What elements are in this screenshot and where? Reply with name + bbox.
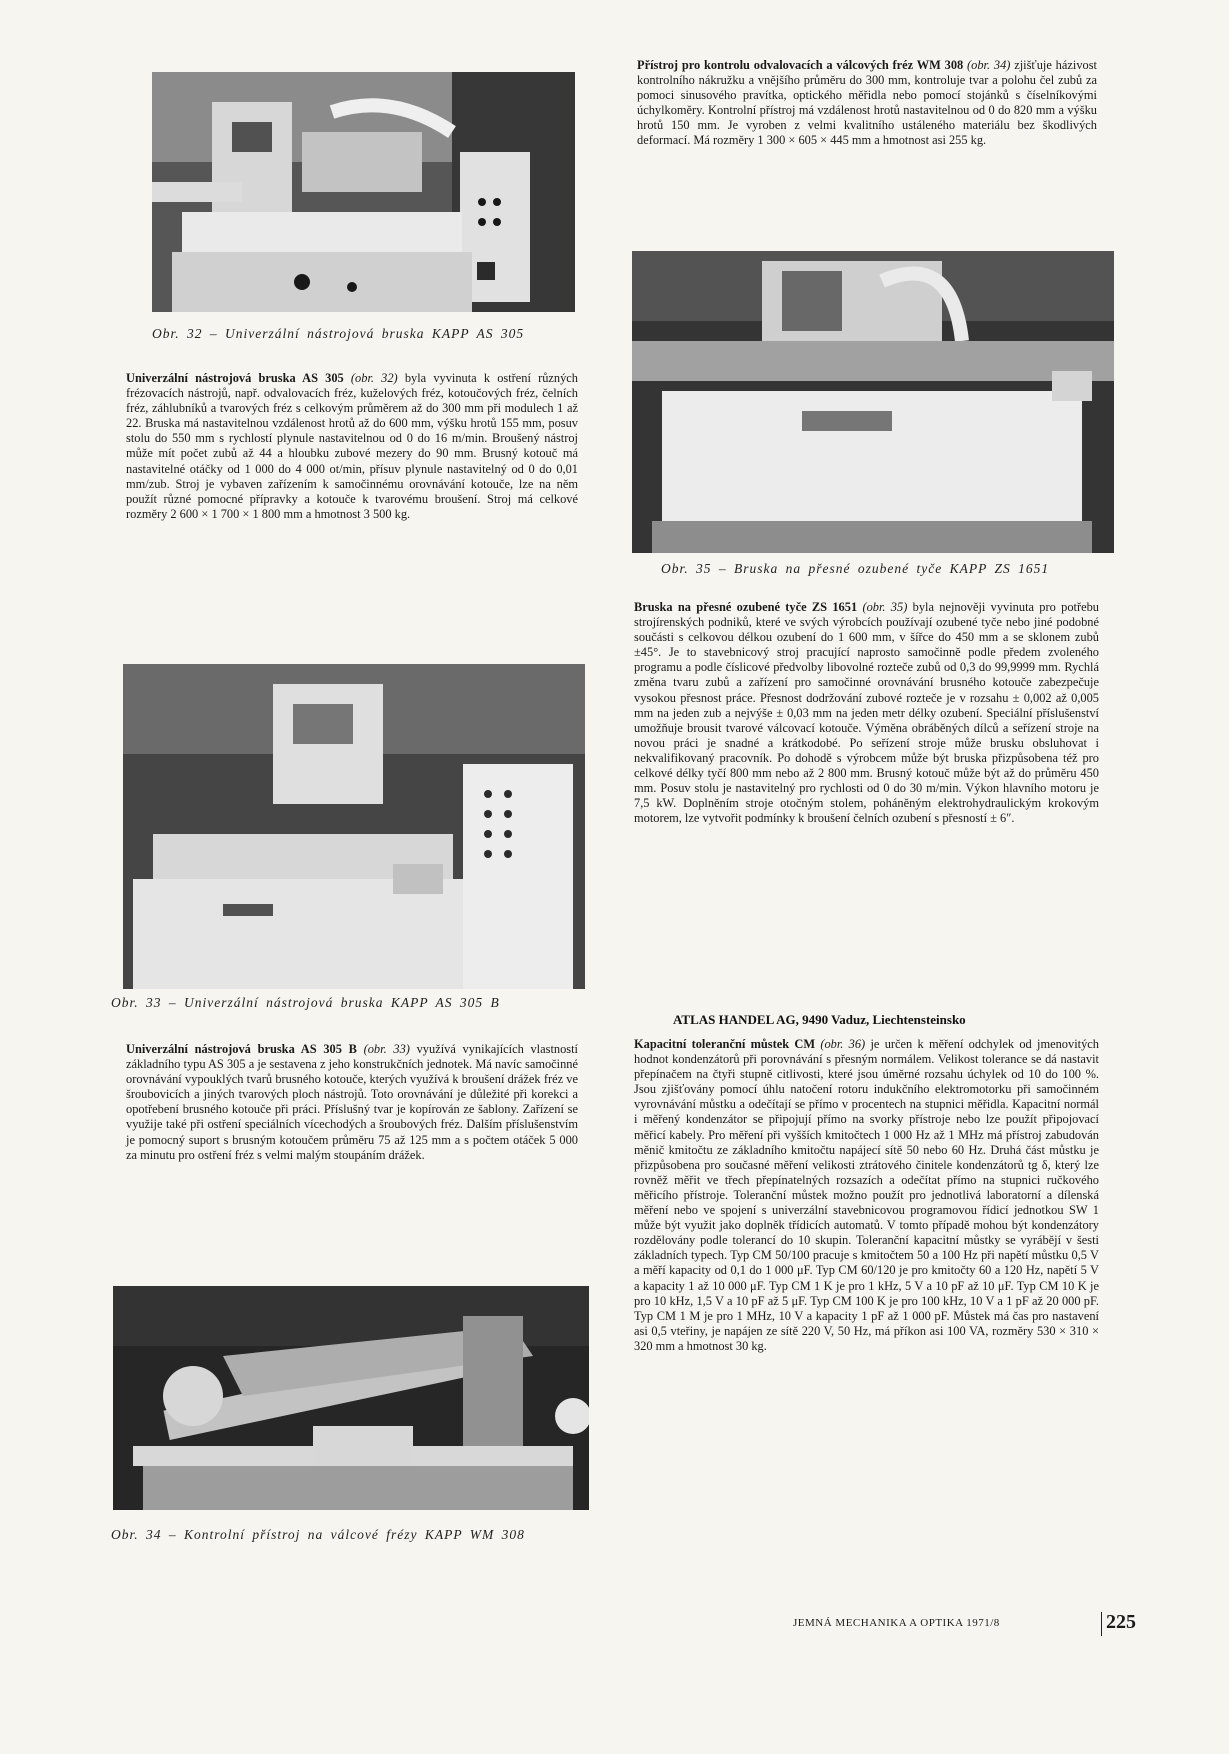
- paragraph-zs1651: [634, 600, 1099, 826]
- figure-33-caption: Obr. 33 – Univerzální nástrojová bruska KAPP AS 305 B: [111, 995, 500, 1010]
- figure-35-caption: Obr. 35 – Bruska na přesné ozubené tyče KAPP ZS 1651: [661, 561, 1050, 576]
- figure-32-caption: Obr. 32 – Univerzální nástrojová bruska KAPP AS 305: [152, 326, 525, 341]
- paragraph-as305: [126, 371, 578, 522]
- paragraph-zs1651-body: byla nejnověji vyvinuta pro potřebu strojírenských podniků, které ve svých výrobcích používají ozubené tyče nebo jiné podobné součásti s celkovou délkou ozubení do 1 600 mm, v šířce do 450 mm a se sklonem zubů ±45°. Je to stavebnicový stroj pracující naprosto samočinně podle předem zvoleného programu a podle číslicové předvolby libovolné rozteče zubů od 0,3 do 99,9999 mm. Rychlá změna tvaru zubů a zařízení pro samočinné orovnávání brusného kotouče zabezpečuje vysokou přesnost práce. Přesnost dodržování zubové rozteče je v rozsahu ± 0,002 až 0,005 mm na jeden zub a nejvýše ± 0,03 mm na jeden metr délky ozubení. Speciální příslušenství umožňuje brousit tvarové válcovací kotouče. Výměna obráběných dílců a seřízení stroje na novou práci je snadné a krátkodobé. Po seřízení stroje může brusku obsluhovat i nekvalifikovaný pracovník. Po dohodě s výrobcem může být bruska přizpůsobena též pro celkové délky tyčí 800 mm nebo až 2 800 mm. Brusný kotouč může být až do průměru 450 mm. Posuv stolu je nastavitelný pro rychlosti od 0 do 30 m/min. Výkon hlavního motoru je 7,5 kW. Doplněním stroje otočným stolem, poháněným elektrohydraulickým krokovým motorem, lze vytvořit podmínky k broušení čelních ozubení s přesností ± 6″.: [634, 600, 1099, 826]
- footer-page-number: 225: [1106, 1611, 1136, 1633]
- paragraph-wm308-lead: Přístroj pro kontrolu odvalovacích a válcových fréz WM 308: [637, 58, 964, 72]
- figure-34-photo: [113, 1286, 589, 1510]
- paragraph-wm308: [637, 58, 1097, 149]
- paragraph-wm308-ref: (obr. 34): [967, 58, 1011, 72]
- paragraph-zs1651-lead: Bruska na přesné ozubené tyče ZS 1651: [634, 600, 858, 614]
- figure-34-caption: Obr. 34 – Kontrolní přístroj na válcové frézy KAPP WM 308: [111, 1527, 525, 1542]
- paragraph-zs1651-ref: (obr. 35): [862, 600, 908, 614]
- paragraph-cm-ref: (obr. 36): [820, 1037, 866, 1051]
- footer-journal: JEMNÁ MECHANIKA A OPTIKA 1971/8: [793, 1617, 1000, 1629]
- paragraph-as305b-ref: (obr. 33): [363, 1042, 410, 1056]
- paragraph-as305b-body: využívá vynikajících vlastností základního typu AS 305 a je sestavena z jeho konstrukčních jednotek. Má navíc samočinné orovnávání vypouklých tvarů brusného kotouče, kterých využívá k broušení drážek fréz ve šroubovicích a jiných tvarových ploch nástrojů. Toto orovnávání je důležité při korekci a opotřebení brusného kotouče při práci. Příslušný tvar je kopírován ze šablony. Zařízení se využije také při ostření speciálních vícechodých a šroubových fréz. Dalším příslušenstvím je pomocný suport s brusným kotoučem průměru 75 až 125 mm a s počtem otáček 5 000 za minutu pro ostření fréz s velmi malým stoupáním drážek.: [126, 1042, 578, 1162]
- figure-33-photo: [123, 664, 585, 989]
- paragraph-as305-lead: Univerzální nástrojová bruska AS 305: [126, 371, 344, 385]
- paragraph-cm-lead: Kapacitní toleranční můstek CM: [634, 1037, 816, 1051]
- paragraph-cm-body: je určen k měření odchylek od jmenovitých hodnot kondenzátorů při porovnávání s přesným normálem. Velikost tolerance se dá nastavit přepínačem na čtyři stupně citlivosti, které jsou úměrné rozsahu úchylek od 10 do 100 %. Jsou zjišťovány pomocí úhlu natočení rotoru indukčního elektromotorku při samočinném vyrovnávání můstku a odečítají se přímo v procentech na stupnici měřidla. Kapacitní normál i měřený kondenzátor se připojují přímo na svorky přístroje nebo lze použít připojovací měřicí kabely. Pro měření při vyšších kmitočtech 1 000 Hz až 1 MHz má přístroj zabudován měnič kmitočtu ze základního kmitočtu napájecí sítě 50 nebo 60 Hz. Druhá část můstku je přizpůsobena pro současné měření velikosti ztrátového činitele kondenzátorů tg δ, který lze rovněž měřit ve třech přepínatelných rozsazích a odečítat přímo na stupnici ručkového měřicího přístroje. Toleranční můstek možno použít pro jednotlivá laboratorní a dílenská měření nebo ve spojení s univerzální stavebnicovou programovou řídicí jednotkou SW 1 může být využit jako doplněk třídicích automatů. V tomto případě mohou být kondenzátory rozdělovány podle tolerancí do 10 skupin. Toleranční kapacitní můstky se vyrábějí v šesti základních typech. Typ CM 50/100 pracuje s kmitočtem 50 a 100 Hz při napětí můstku 0,5 V a měří kapacity od 0,1 do 1 000 μF. Typ CM 60/120 je pro kmitočty 60 a 120 Hz, napětí 5 V a kapacity 1 až 10 000 μF. Typ CM 1 K je pro 1 kHz, 5 V a 10 pF až 10 μF. Typ CM 10 K je pro 10 kHz, 1,5 V a 10 pF až 5 μF. Typ CM 100 K je pro 100 kHz, 10 V a 1 pF až 20 000 pF. Typ CM 1 M je pro 1 MHz, 10 V a kapacity 1 pF až 1 000 pF. Můstek má čas pro nastavení asi 0,5 vteřiny, je napájen ze sítě 220 V, 50 Hz, má příkon asi 100 VA, rozměry 530 × 310 × 320 mm a hmotnost 30 kg.: [634, 1037, 1099, 1353]
- figure-35-photo: [632, 251, 1114, 553]
- paragraph-as305b-lead: Univerzální nástrojová bruska AS 305 B: [126, 1042, 357, 1056]
- paragraph-wm308-body: zjišťuje házivost kontrolního nákružku a vnějšího průměru do 300 mm, kontroluje tvar a polohu čel zubů za pomoci sinusového pravítka, optického měřidla nebo pomocí stojánků s číselníkovými úchylkoměry. Kontrolní přístroj má vzdálenost hrotů nastavitelnou od 0 do 820 mm a výšku hrotů 150 mm. Je vyroben z velmi kvalitního ustáleného materiálu bez škodlivých deformací. Má rozměry 1 300 × 605 × 445 mm a hmotnost asi 255 kg.: [637, 58, 1097, 148]
- paragraph-as305-ref: (obr. 32): [350, 371, 398, 385]
- section-heading-atlas: ATLAS HANDEL AG, 9490 Vaduz, Liechtensteinsko: [673, 1012, 966, 1027]
- paragraph-as305-body: byla vyvinuta k ostření různých frézovacích nástrojů, např. odvalovacích fréz, kuželových fréz, kotoučových fréz, čelních fréz, záhlubníků a tvarových fréz s celkovým průměrem až do 300 mm při modulech 1 až 22. Bruska má nastavitelnou vzdálenost hrotů až do 600 mm, výšku hrotů 155 mm, posuv stolu do 550 mm s rychlostí plynule nastavitelnou od 0 do 16 m/min. Broušený nástroj může mít počet zubů až 44 a hloubku zubové mezery do 90 mm. Brusný kotouč má nastavitelné otáčky od 1 000 do 4 000 ot/min, přísuv plynule nastavitelný od 0 do 0,01 mm/zub. Stroj je vybaven zařízením k samočinnému orovnávání kotouče, lze na něm použít různé pomocné přípravky a kotouče k tvarovému broušení. Stroj má celkové rozměry 2 600 × 1 700 × 1 800 mm a hmotnost 3 500 kg.: [126, 371, 578, 521]
- paragraph-as305b: [126, 1042, 578, 1163]
- footer-divider: [1101, 1612, 1102, 1636]
- paragraph-cm: [634, 1037, 1099, 1354]
- figure-32-photo: [152, 72, 575, 312]
